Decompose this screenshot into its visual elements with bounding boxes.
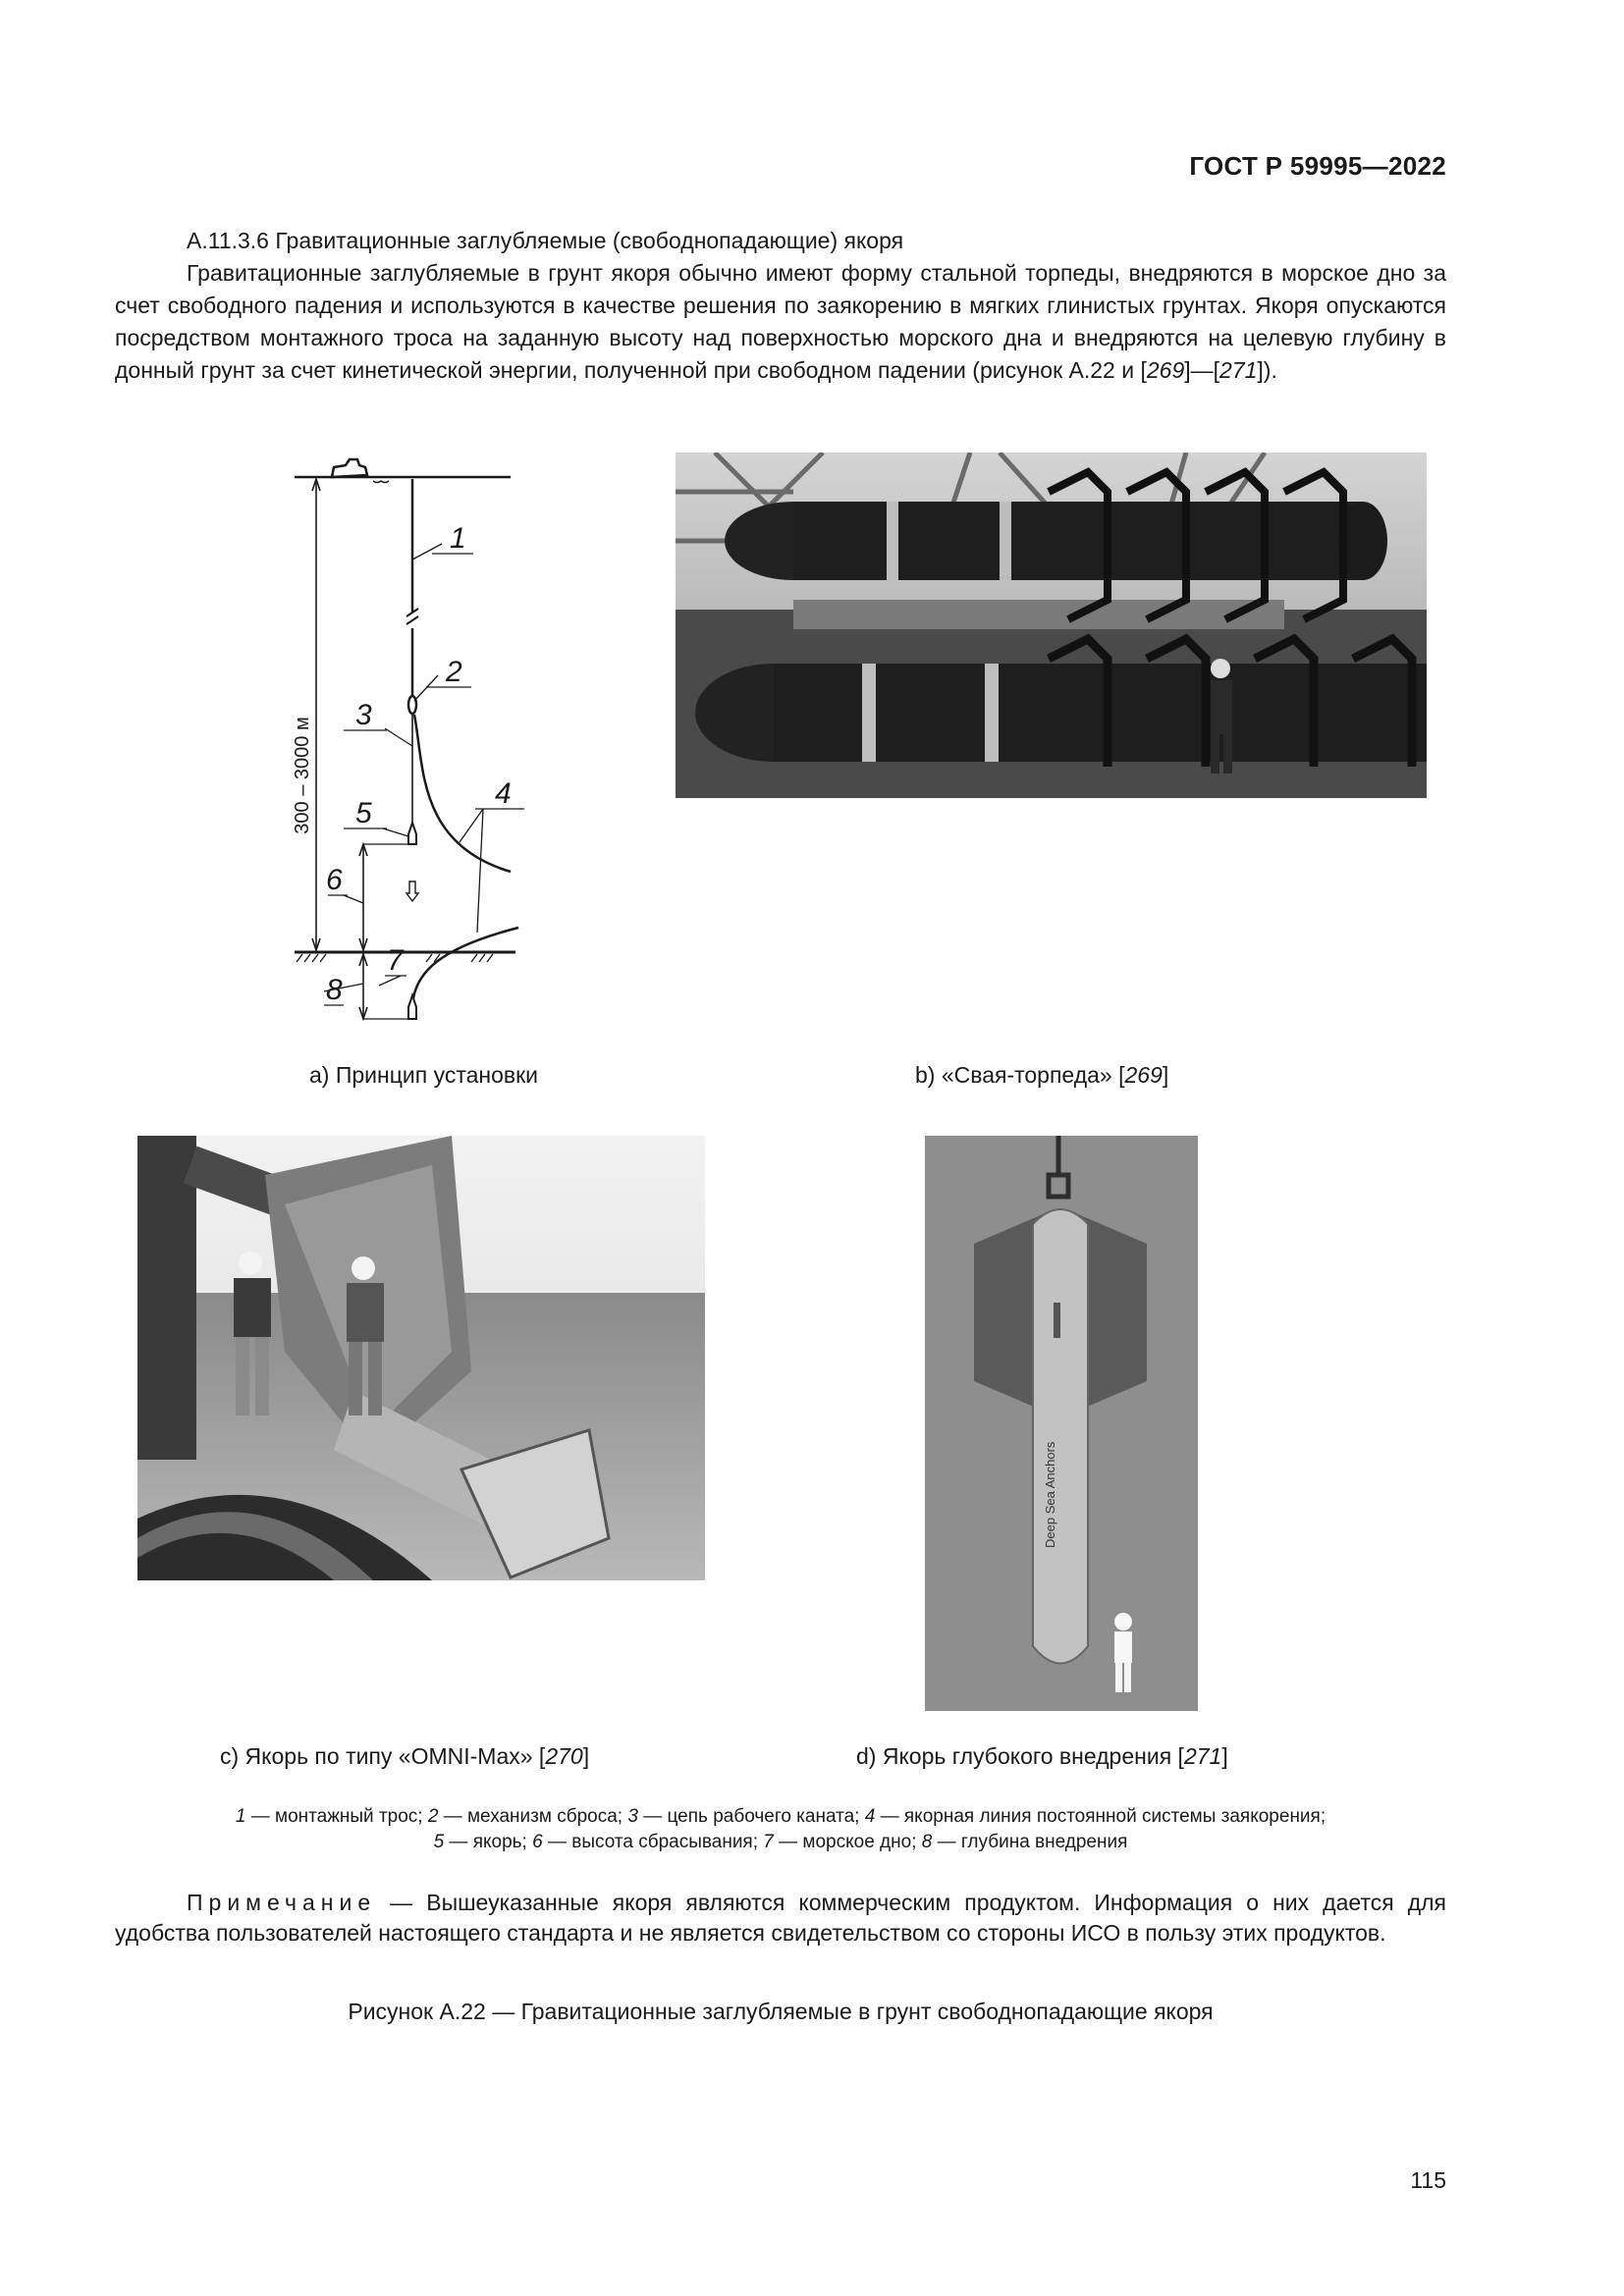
depth-range-label: 300 – 3000 м: [292, 717, 313, 834]
drop-arrow-icon: [406, 881, 418, 901]
diagram-label-5: 5: [355, 797, 372, 829]
water-wave-icon: [373, 481, 389, 483]
caption-c: c) Якорь по типу «OMNI-Max» [270]: [220, 1743, 590, 1769]
leader-3: [385, 728, 412, 746]
leader-5: [383, 828, 408, 836]
diagram-label-4: 4: [495, 777, 512, 810]
legend-line-1: 1 — монтажный трос; 2 — механизм сброса; 3 — цепь рабочего каната; 4 — якорная линия постоянной системы заякорения;: [235, 1806, 1326, 1827]
note-text: — Вышеуказанные якоря являются коммерческим продуктом. Информация о них дается для удобства пользователей настоящего стандарта и не является свидетельством со стороны ИСО в пользу этих продуктов.: [115, 1890, 1446, 1946]
anchor-icon: [408, 823, 416, 844]
reference-269: 269: [1146, 357, 1185, 383]
figure-legend: [115, 1804, 1446, 1855]
diagram-label-3: 3: [355, 699, 372, 731]
deep-penetrating-anchor-render: [925, 1136, 1198, 1711]
torpedo-pile-photo: [676, 453, 1427, 798]
page-number: 115: [1410, 2167, 1446, 2193]
diagram-label-1: 1: [450, 522, 466, 555]
cable-break-mark: [406, 616, 418, 624]
caption-d: d) Якорь глубокого внедрения [271]: [856, 1743, 1228, 1769]
vessel-icon: [332, 459, 367, 477]
leader-1: [412, 544, 442, 560]
legend-line-2: 5 — якорь; 6 — высота сбрасывания; 7 — морское дно; 8 — глубина внедрения: [433, 1832, 1128, 1852]
diagram-label-8: 8: [326, 974, 343, 1006]
document-header: ГОСТ Р 59995—2022: [1189, 151, 1446, 181]
leader-2: [414, 675, 438, 701]
deep-sea-anchors-label: Deep Sea Anchors: [1043, 1441, 1057, 1548]
diagram-label-7: 7: [387, 944, 404, 977]
reference-271: 271: [1219, 357, 1258, 383]
omni-max-anchor-photo: [137, 1136, 705, 1580]
caption-a: а) Принцип установки: [309, 1062, 539, 1088]
note-label: Примечание: [187, 1890, 377, 1915]
paragraph-end: ]).: [1257, 357, 1277, 383]
paragraph-text: Гравитационные заглубляемые в грунт якоря обычно имеют форму стальной торпеды, внедряются в морское дно за счет свободного падения и используются в качестве решения по заякорению в мягких глинистых грунтах. Якоря опускаются посредством монтажного троса на заданную высоту над поверхностью морского дна и внедряются на целевую глубину в донный грунт за счет кинетической энергии, полученной при свободном падении (рисунок А.22 и [: [115, 260, 1446, 383]
section-heading: А.11.3.6 Гравитационные заглубляемые (свободнопадающие) якоря: [187, 228, 904, 253]
section-paragraph: [115, 257, 1446, 387]
leader-7: [379, 976, 401, 986]
mooring-line-embedded: [412, 928, 518, 1009]
diagram-label-6: 6: [326, 864, 343, 896]
embedded-anchor-icon: [408, 995, 416, 1019]
reference-separator: ]—[: [1184, 357, 1220, 383]
figure-note: [115, 1888, 1446, 1949]
release-mechanism: [408, 696, 416, 714]
leader-4b: [477, 809, 483, 933]
leader-6: [344, 895, 363, 903]
leader-4a: [460, 809, 483, 842]
installation-principle-diagram: [285, 452, 525, 1045]
figure-title: Рисунок А.22 — Гравитационные заглубляемые в грунт свободнопадающие якоря: [348, 1999, 1214, 2024]
diagram-label-2: 2: [446, 656, 462, 688]
caption-b: b) «Свая-торпеда» [269]: [915, 1062, 1169, 1088]
